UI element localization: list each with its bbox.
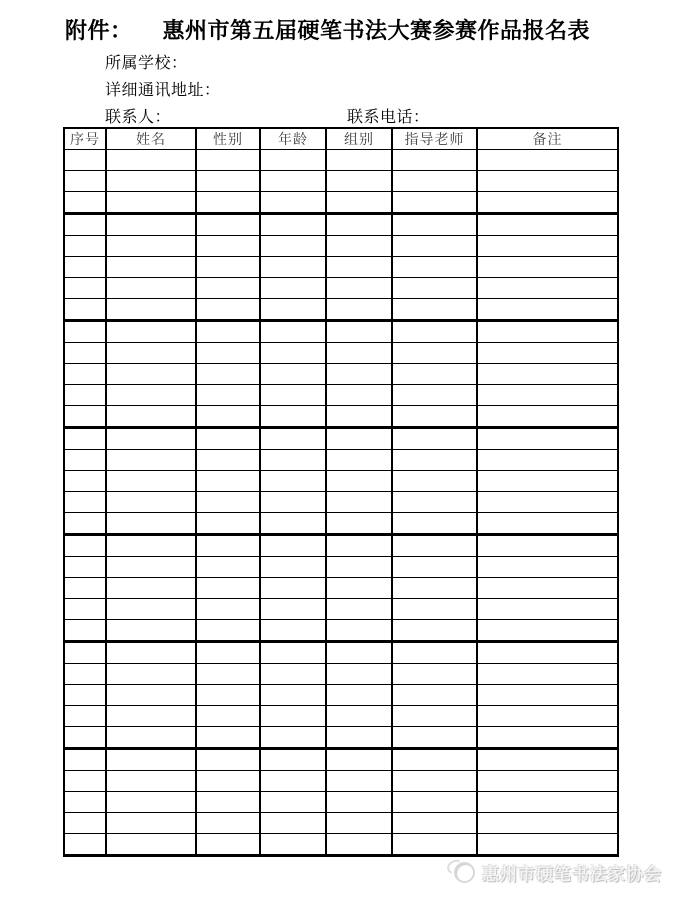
table-cell [196,278,260,299]
table-row [64,171,618,192]
table-cell [392,620,477,642]
table-cell [64,343,106,364]
table-header-row [64,128,618,150]
table-row [64,406,618,428]
page-title: 惠州市第五届硬笔书法大赛参赛作品报名表 [162,18,591,43]
table-cell [196,557,260,578]
table-cell [106,257,196,278]
table-cell [260,664,326,685]
table-cell [106,214,196,236]
table-cell [326,620,392,642]
table-cell [477,192,618,214]
table-row [64,642,618,664]
table-row [64,513,618,535]
table-cell [477,599,618,620]
table-cell [64,792,106,813]
table-cell [64,557,106,578]
table-cell [64,150,106,171]
table-cell [196,299,260,321]
table-cell [392,343,477,364]
table-cell [477,471,618,492]
table-cell [392,278,477,299]
table-cell [64,749,106,771]
table-cell [326,257,392,278]
table-cell [106,620,196,642]
association-name: 惠州市硬笔书法家协会 [482,864,662,884]
table-row [64,150,618,171]
table-cell [392,771,477,792]
table-cell [477,450,618,471]
table-cell [64,771,106,792]
table-cell [196,343,260,364]
table-cell [106,749,196,771]
table-cell [326,685,392,706]
table-body [64,150,618,856]
table-cell [64,428,106,450]
table-cell [196,535,260,557]
table-cell [392,214,477,236]
table-cell [477,428,618,450]
table-cell [196,749,260,771]
table-cell [477,492,618,513]
table-cell [477,792,618,813]
table-cell [392,257,477,278]
document-header [65,14,590,45]
table-cell [392,685,477,706]
table-cell [106,513,196,535]
table-cell [106,664,196,685]
table-cell [477,706,618,727]
table-cell [64,664,106,685]
table-cell [64,813,106,834]
table-cell [106,150,196,171]
table-cell [392,492,477,513]
table-cell [106,385,196,406]
table-cell [64,578,106,599]
table-row [64,192,618,214]
emblem-ring [454,862,475,883]
table-cell [326,364,392,385]
table-cell [477,214,618,236]
table-cell [260,471,326,492]
registration-table [63,127,619,857]
association-emblem-icon [447,860,477,884]
table-cell [477,834,618,856]
table-cell [477,236,618,257]
table-cell [326,727,392,749]
table-row [64,813,618,834]
table-cell [477,406,618,428]
table-cell [260,450,326,471]
table-cell [392,171,477,192]
table-cell [326,706,392,727]
table-cell [477,513,618,535]
table-cell [260,834,326,856]
table-row [64,727,618,749]
table-cell [477,642,618,664]
table-cell [64,278,106,299]
table-cell [326,321,392,343]
table-cell [392,535,477,557]
table-cell [260,599,326,620]
table-cell [392,834,477,856]
table-cell [260,492,326,513]
table-cell [477,664,618,685]
table-cell [392,557,477,578]
table-cell [106,343,196,364]
table-cell [477,620,618,642]
column-header-5: 指导老师 [392,128,477,150]
table-cell [392,236,477,257]
table-cell [477,278,618,299]
table-row [64,749,618,771]
table-cell [64,236,106,257]
table-cell [392,150,477,171]
table-cell [196,450,260,471]
table-cell [106,642,196,664]
table-cell [64,620,106,642]
table-cell [326,343,392,364]
table-cell [260,257,326,278]
table-cell [106,685,196,706]
table-row [64,535,618,557]
table-row [64,450,618,471]
table-cell [392,428,477,450]
table-cell [477,771,618,792]
table-row [64,557,618,578]
table-cell [196,406,260,428]
table-cell [106,599,196,620]
table-cell [260,171,326,192]
table-cell [477,557,618,578]
table-cell [260,620,326,642]
table-cell [260,557,326,578]
table-cell [196,727,260,749]
table-cell [106,813,196,834]
table-cell [392,364,477,385]
table-cell [196,513,260,535]
table-row [64,792,618,813]
table-row [64,385,618,406]
table-cell [106,557,196,578]
table-row [64,834,618,856]
table-cell [392,813,477,834]
table-cell [106,834,196,856]
phone-field-label: 联系电话： [347,109,430,126]
table-cell [196,578,260,599]
table-cell [64,642,106,664]
table-cell [392,792,477,813]
table-cell [326,450,392,471]
table-cell [106,171,196,192]
table-cell [196,813,260,834]
table-row [64,257,618,278]
table-row [64,685,618,706]
table-cell [260,364,326,385]
table-cell [196,428,260,450]
table-cell [326,834,392,856]
table-cell [260,727,326,749]
table-cell [260,192,326,214]
table-cell [106,321,196,343]
table-cell [326,192,392,214]
table-cell [326,535,392,557]
table-cell [260,578,326,599]
table-cell [326,557,392,578]
table-row [64,578,618,599]
table-row [64,343,618,364]
table-cell [326,771,392,792]
table-cell [196,236,260,257]
table-cell [64,599,106,620]
table-cell [64,406,106,428]
table-cell [106,406,196,428]
table-cell [106,792,196,813]
table-cell [260,150,326,171]
table-cell [64,257,106,278]
table-cell [326,642,392,664]
table-row [64,599,618,620]
table-cell [64,535,106,557]
table-cell [392,727,477,749]
table-row [64,278,618,299]
table-cell [106,578,196,599]
table-cell [260,685,326,706]
table-cell [326,599,392,620]
table-cell [196,792,260,813]
table-cell [196,171,260,192]
table-cell [326,664,392,685]
table-cell [260,642,326,664]
table-row [64,364,618,385]
table-cell [64,321,106,343]
table-cell [106,471,196,492]
table-cell [477,321,618,343]
table-cell [392,706,477,727]
table-cell [64,385,106,406]
table-cell [392,513,477,535]
table-cell [106,492,196,513]
table-row [64,664,618,685]
table-cell [106,192,196,214]
table-cell [392,599,477,620]
table-cell [477,257,618,278]
table-cell [326,578,392,599]
table-cell [260,771,326,792]
table-cell [260,299,326,321]
table-cell [64,685,106,706]
table-cell [326,428,392,450]
association-footer [447,858,662,886]
table-cell [326,492,392,513]
table-cell [196,685,260,706]
table-cell [260,278,326,299]
table-cell [326,236,392,257]
attachment-label: 附件： [65,18,133,43]
table-cell [64,299,106,321]
table-cell [477,749,618,771]
table-cell [392,321,477,343]
table-cell [392,471,477,492]
table-cell [260,535,326,557]
table-cell [260,749,326,771]
table-cell [196,192,260,214]
table-cell [260,214,326,236]
table-cell [106,364,196,385]
table-cell [260,343,326,364]
table-cell [477,343,618,364]
table-cell [64,834,106,856]
table-cell [392,642,477,664]
table-cell [106,450,196,471]
table-cell [106,771,196,792]
table-cell [477,727,618,749]
table-row [64,492,618,513]
table-cell [106,706,196,727]
table-cell [477,685,618,706]
table-row [64,620,618,642]
table-cell [392,664,477,685]
table-cell [392,578,477,599]
table-cell [64,364,106,385]
table-cell [64,214,106,236]
table-cell [326,513,392,535]
table-cell [196,385,260,406]
table-cell [64,492,106,513]
column-header-3: 年龄 [260,128,326,150]
table-cell [106,727,196,749]
table-cell [326,471,392,492]
table-cell [106,278,196,299]
table-cell [392,192,477,214]
school-field-label: 所属学校： [105,55,188,72]
table-cell [326,278,392,299]
table-row [64,471,618,492]
table-row [64,428,618,450]
table-cell [106,299,196,321]
table-cell [260,792,326,813]
table-cell [196,364,260,385]
table-cell [260,236,326,257]
table-cell [64,727,106,749]
table-cell [64,171,106,192]
table-cell [64,450,106,471]
column-header-2: 性别 [196,128,260,150]
table-cell [196,492,260,513]
table-cell [392,749,477,771]
column-header-0: 序号 [64,128,106,150]
table-cell [326,385,392,406]
table-cell [196,834,260,856]
table-cell [477,385,618,406]
table-cell [196,771,260,792]
table-cell [196,706,260,727]
table-cell [392,385,477,406]
table-cell [477,578,618,599]
table-cell [260,513,326,535]
column-header-6: 备注 [477,128,618,150]
table-cell [326,171,392,192]
table-cell [326,813,392,834]
table-cell [196,599,260,620]
table-row [64,299,618,321]
table-row [64,214,618,236]
table-cell [326,214,392,236]
table-cell [196,471,260,492]
table-row [64,236,618,257]
table-cell [196,664,260,685]
table-cell [392,299,477,321]
table-cell [477,364,618,385]
table-cell [196,321,260,343]
table-cell [477,535,618,557]
table-cell [477,299,618,321]
table-cell [106,428,196,450]
table-row [64,771,618,792]
table-cell [260,706,326,727]
contact-field-label: 联系人： [105,109,172,126]
table-cell [64,513,106,535]
table-cell [196,642,260,664]
table-cell [260,385,326,406]
address-field-label: 详细通讯地址： [105,82,221,99]
table-cell [392,406,477,428]
table-cell [196,214,260,236]
table-cell [196,257,260,278]
table-cell [260,813,326,834]
table-row [64,321,618,343]
column-header-4: 组别 [326,128,392,150]
table-cell [64,471,106,492]
table-cell [326,150,392,171]
table-cell [106,535,196,557]
table-cell [64,706,106,727]
table-cell [326,792,392,813]
table-cell [260,321,326,343]
table-cell [326,406,392,428]
table-cell [64,192,106,214]
table-cell [260,428,326,450]
table-cell [260,406,326,428]
table-cell [196,150,260,171]
table-cell [196,620,260,642]
table-cell [477,813,618,834]
table-cell [326,749,392,771]
table-cell [477,171,618,192]
table-cell [392,450,477,471]
table-cell [106,236,196,257]
table-row [64,706,618,727]
column-header-1: 姓名 [106,128,196,150]
table-cell [477,150,618,171]
table-cell [326,299,392,321]
